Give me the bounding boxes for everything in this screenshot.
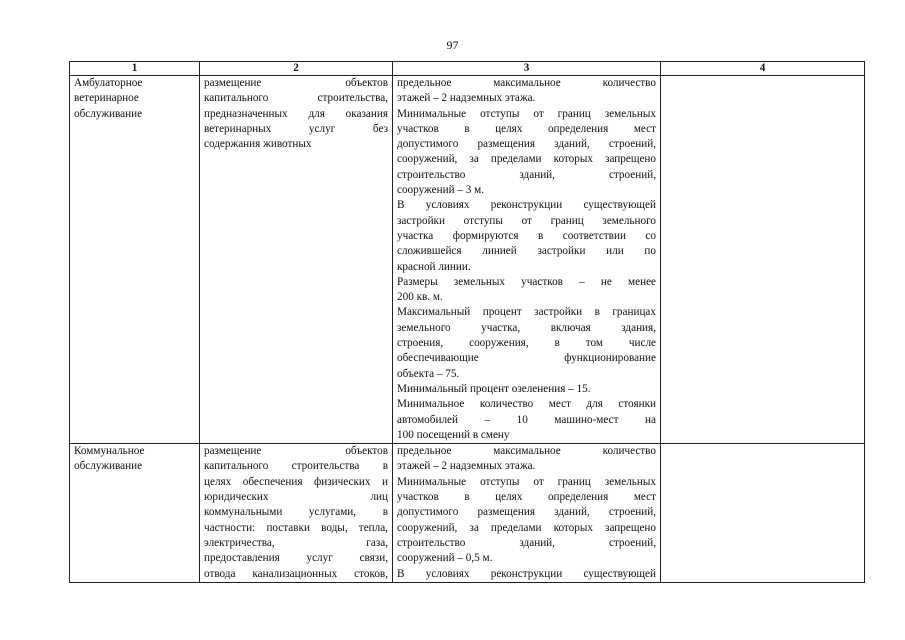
text-line: обслуживание — [74, 460, 143, 473]
text-line: Минимальные отступы от границ земельных — [397, 475, 656, 488]
text-line: участков в целях определения мест — [397, 122, 656, 135]
text-line: обслуживание — [74, 107, 143, 120]
text-line: электричества, газа, — [204, 536, 388, 549]
text-line: сооружений, за пределами которых запрещено — [397, 521, 656, 534]
text-line: Минимальный процент озеленения – 15. — [397, 382, 591, 395]
use-type-name — [70, 76, 200, 444]
text-line: строительство зданий, строений, — [397, 536, 656, 549]
text-line: Максимальный процент застройки в границах — [397, 306, 656, 319]
text-line: участков в целях определения мест — [397, 491, 656, 504]
text-line: 100 посещений в смену — [397, 428, 510, 441]
column-header-3: 3 — [393, 62, 661, 76]
use-type-description — [200, 76, 393, 444]
text-line: капитального строительства, — [204, 92, 388, 105]
text-line: этажей – 2 надземных этажа. — [397, 92, 536, 105]
text-line: предоставления услуг связи, — [204, 552, 388, 565]
text-line: частности: поставки воды, тепла, — [204, 521, 388, 534]
text-line: капитального строительства в — [204, 460, 388, 473]
text-line: предельное максимальное количество — [397, 445, 656, 458]
text-line: В условиях реконструкции существующей — [397, 567, 656, 580]
text-line: размещение объектов — [204, 445, 388, 458]
text-line: предназначенных для оказания — [204, 107, 388, 120]
column-header-2: 2 — [200, 62, 393, 76]
text-line: автомобилей – 10 машино-мест на — [397, 413, 656, 426]
text-line: ветеринарных услуг без — [204, 122, 388, 135]
text-line: застройки отступы от границ земельного — [397, 214, 656, 227]
regulations-table — [69, 61, 865, 583]
text-line: сооружений – 3 м. — [397, 184, 485, 197]
use-type-description — [200, 444, 393, 583]
text-line: обеспечивающие функционирование — [397, 352, 656, 365]
text-line: Минимальные отступы от границ земельных — [397, 107, 656, 120]
text-line: юридических лиц — [204, 491, 388, 504]
text-line: допустимого размещения зданий, строений, — [397, 138, 656, 151]
text-line: сооружений, за пределами которых запрещено — [397, 153, 656, 166]
use-type-parameters — [393, 76, 661, 444]
text-line: Минимальное количество мест для стоянки — [397, 398, 656, 411]
text-line: сооружений – 0,5 м. — [397, 552, 493, 565]
text-line: сложившейся линией застройки или по — [397, 245, 656, 258]
page-number: 97 — [446, 38, 459, 52]
text-line: Размеры земельных участков – не менее — [397, 275, 656, 288]
text-line: предельное максимальное количество — [397, 77, 656, 89]
use-type-parameters — [393, 444, 661, 583]
text-line: строительство зданий, строений, — [397, 168, 656, 181]
text-line: Амбулаторное — [74, 77, 143, 89]
use-type-notes — [661, 76, 865, 444]
text-line: ветеринарное — [74, 92, 139, 105]
text-line: красной линии. — [397, 260, 471, 273]
text-line: участка формируются в соответствии со — [397, 229, 656, 242]
text-line: отвода канализационных стоков, — [204, 567, 388, 580]
column-header-1: 1 — [70, 62, 200, 76]
text-line: этажей – 2 надземных этажа. — [397, 460, 536, 473]
text-line: коммунальными услугами, в — [204, 506, 388, 519]
use-type-name — [70, 444, 200, 583]
text-line: содержания животных — [204, 138, 312, 151]
table-row — [70, 76, 865, 444]
text-line: объекта – 75. — [397, 367, 460, 380]
text-line: В условиях реконструкции существующей — [397, 199, 656, 212]
use-type-notes — [661, 444, 865, 583]
table-row — [70, 444, 865, 583]
text-line: размещение объектов — [204, 77, 388, 89]
text-line: целях обеспечения физических и — [204, 475, 388, 488]
column-header-4: 4 — [661, 62, 865, 76]
text-line: 200 кв. м. — [397, 291, 443, 304]
text-line: строения, сооружения, в том числе — [397, 337, 656, 350]
table-header-row — [70, 62, 865, 76]
text-line: земельного участка, включая здания, — [397, 321, 656, 334]
text-line: Коммунальное — [74, 445, 145, 458]
text-line: допустимого размещения зданий, строений, — [397, 506, 656, 519]
